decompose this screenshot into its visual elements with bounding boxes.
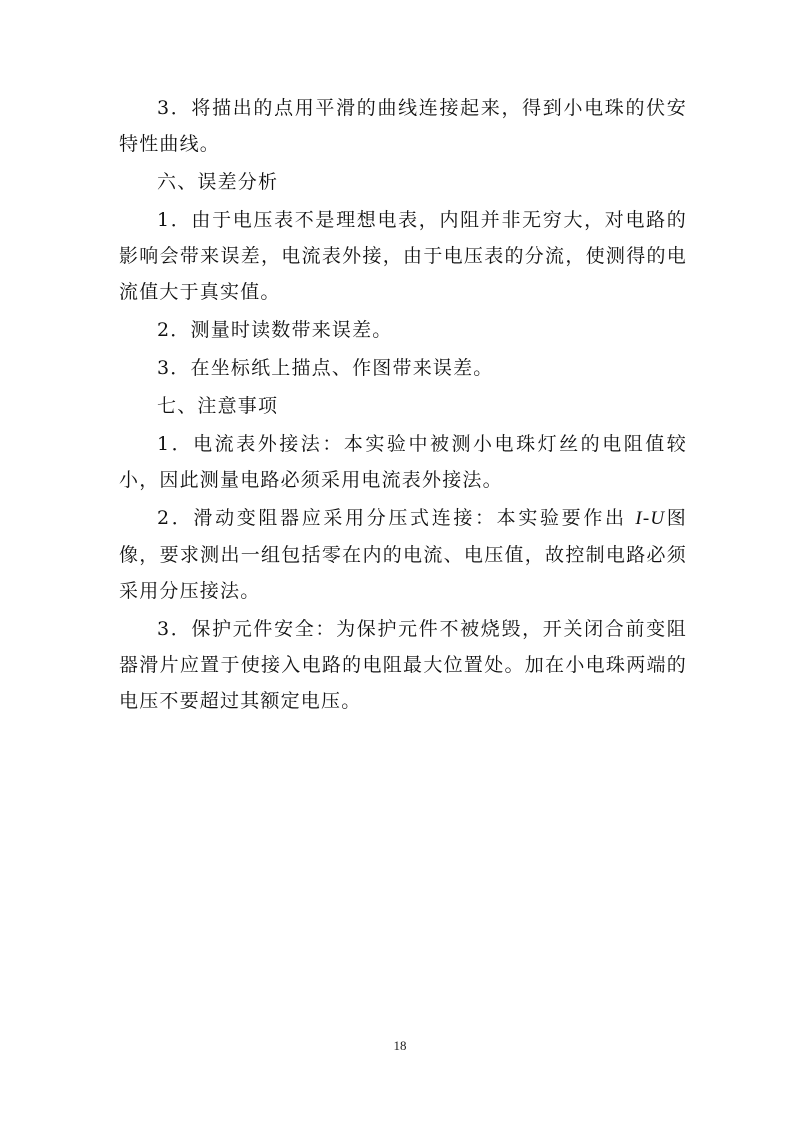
iu-graph-symbol: I-U [635, 508, 666, 529]
paragraph-plotting-error: 3．在坐标纸上描点、作图带来误差。 [157, 357, 494, 379]
body-text [119, 90, 687, 719]
paragraph-external-ammeter: 1．电流表外接法：本实验中被测小电珠灯丝的电阻值较小，因此测量电路必须采用电流表外接法。 [119, 433, 687, 491]
paragraph-voltage-divider-part1: 2．滑动变阻器应采用分压式连接：本实验要作出 [157, 507, 636, 529]
paragraph-voltmeter-error: 1．由于电压表不是理想电表，内阻并非无穷大，对电路的影响会带来误差，电流表外接，由于电压表的分流，使测得的电流值大于真实值。 [119, 209, 687, 303]
paragraph-reading-error: 2．测量时读数带来误差。 [157, 319, 393, 341]
section-heading-precautions: 七、注意事项 [157, 395, 279, 417]
paragraph-component-safety: 3．保护元件安全：为保护元件不被烧毁，开关闭合前变阻器滑片应置于使接入电路的电阻最大位置处。加在小电珠两端的电压不要超过其额定电压。 [119, 618, 687, 712]
section-heading-error-analysis: 六、误差分析 [157, 171, 279, 193]
paragraph-voltage-divider [119, 500, 687, 609]
paragraph-voltage-divider-part2: 图像，要求测出一组包括零在内的电流、电压值，故控制电路必须采用分压接法。 [119, 507, 688, 602]
page-number: 18 [393, 1038, 407, 1053]
paragraph-curve-drawing: 3．将描出的点用平滑的曲线连接起来，得到小电珠的伏安特性曲线。 [119, 97, 687, 155]
